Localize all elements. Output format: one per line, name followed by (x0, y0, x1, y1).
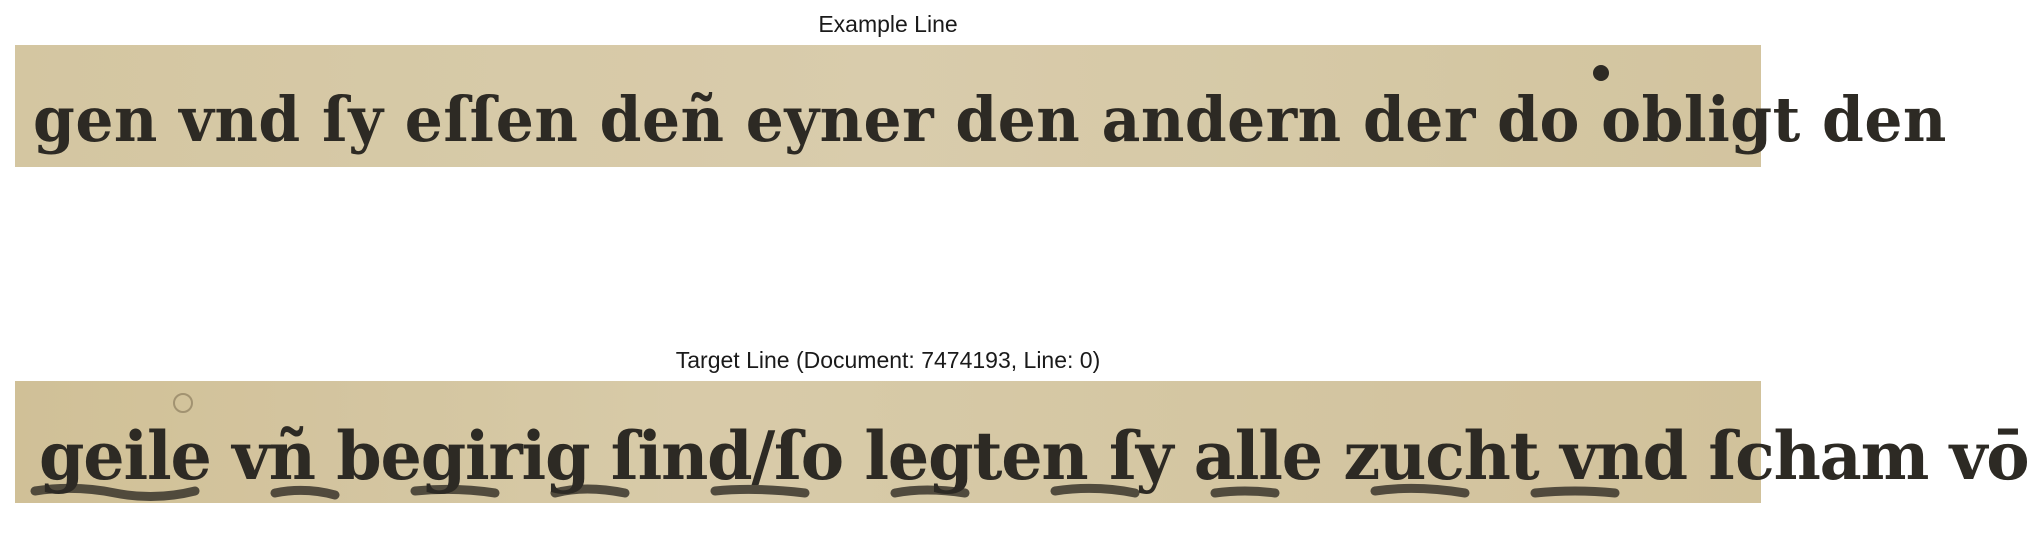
target-line-text: geile vñ begirig ſind/ſo legten ſy alle zucht vnd ſcham vō (39, 417, 2028, 495)
target-panel-title: Target Line (Document: 7474193, Line: 0) (675, 347, 1101, 373)
target-line-image (15, 381, 2028, 503)
example-line-text: gen vnd ſy eſſen deñ eyner den andern der do obligt den (33, 83, 1947, 156)
example-panel-title: Example Line (818, 11, 958, 37)
example-line-image (15, 45, 1947, 167)
